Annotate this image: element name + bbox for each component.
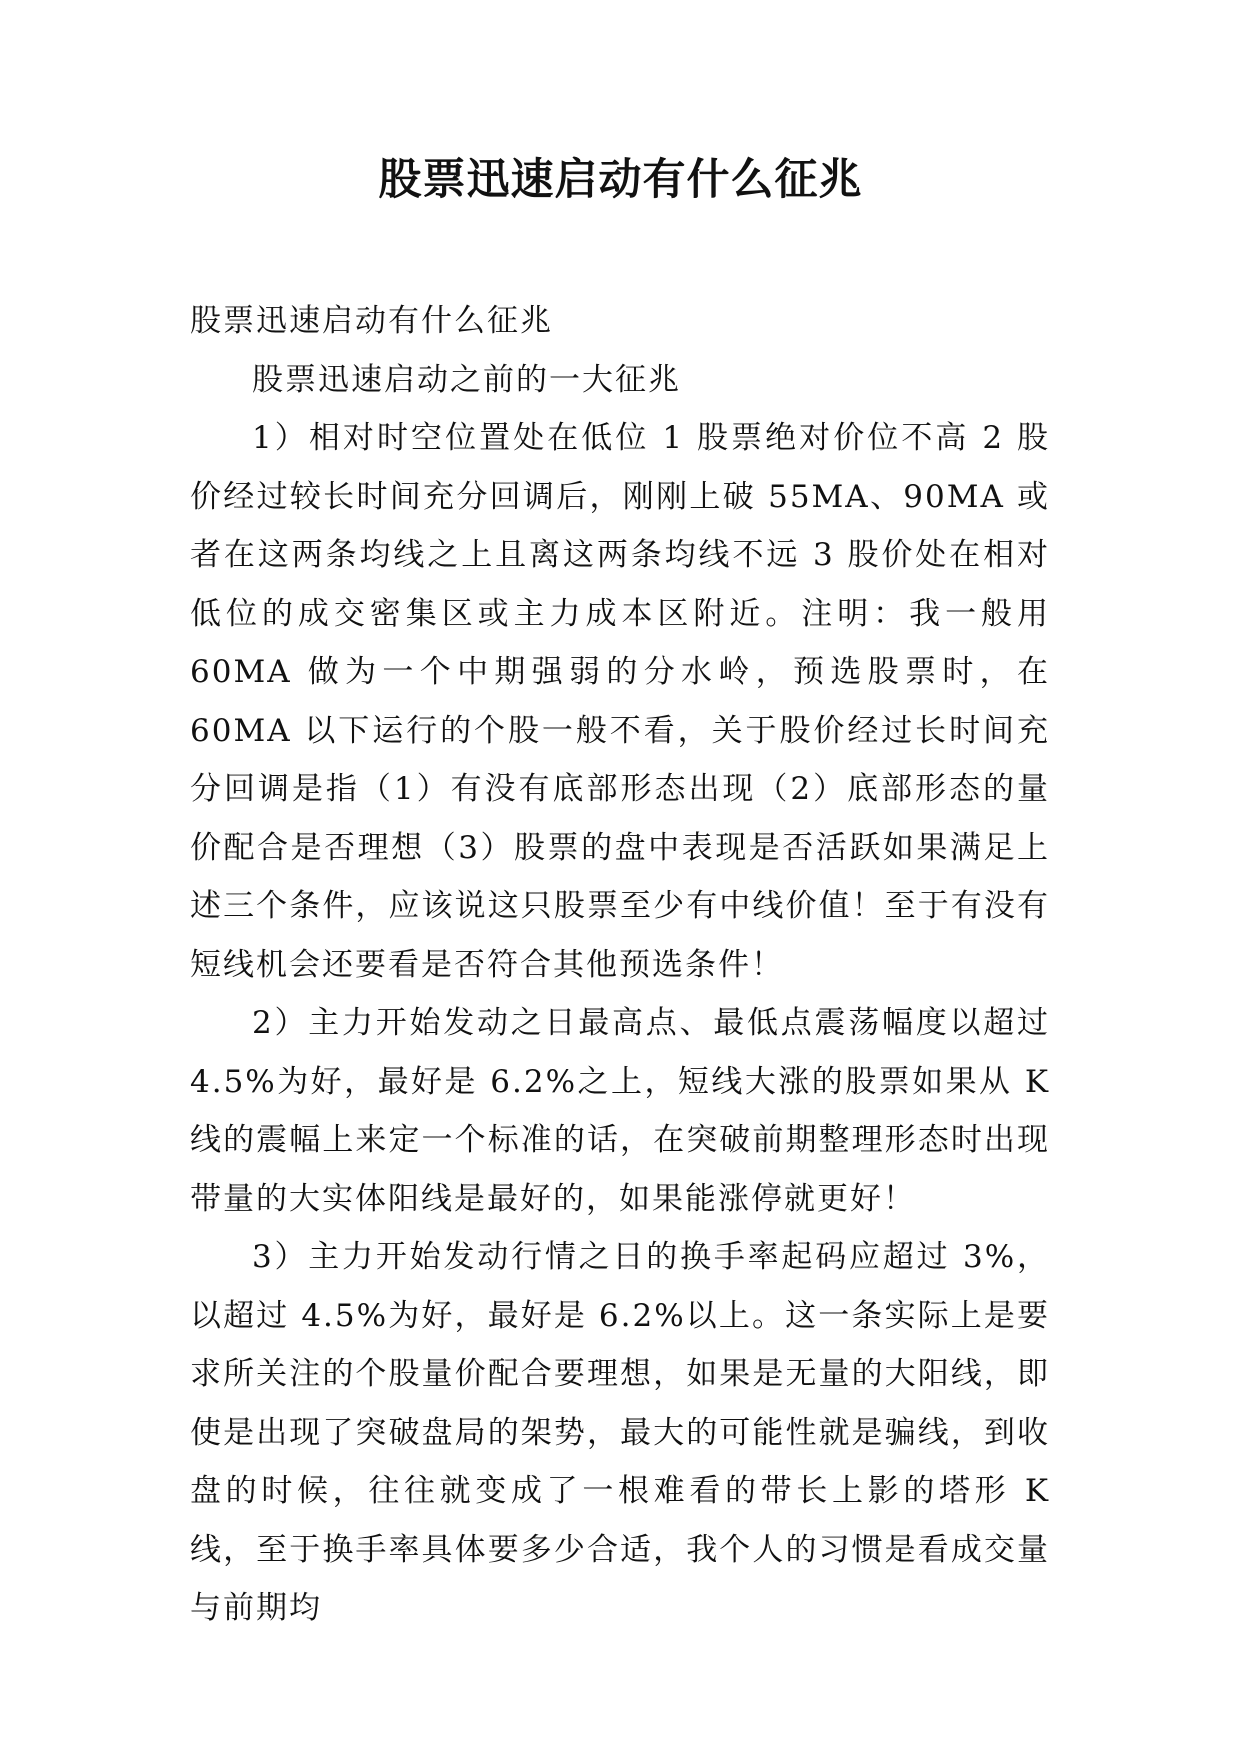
- document-subtitle: 股票迅速启动有什么征兆: [190, 303, 553, 339]
- paragraph-point-3: 3）主力开始发动行情之日的换手率起码应超过 3%，以超过 4.5%为好，最好是 6.2%以上。这一条实际上是要求所关注的个股量价配合要理想，如果是无量的大阳线，即使是出现了突破盘局的架势，最大的可能性就是骗线，到收盘的时候，往往就变成了一根难看的带长上影的塔形 K 线，至于换手率具体要多少合适，我个人的习惯是看成交量与前期均: [190, 1239, 1050, 1626]
- paragraph-point-2: 2）主力开始发动之日最高点、最低点震荡幅度以超过 4.5%为好，最好是 6.2%之上，短线大涨的股票如果从 K 线的震幅上来定一个标准的话，在突破前期整理形态时出现带量的大实体阳线是最好的，如果能涨停就更好！: [190, 1005, 1050, 1217]
- document-body: [190, 292, 1050, 1638]
- document-title: 股票迅速启动有什么征兆: [378, 155, 863, 205]
- paragraph-section-heading: 股票迅速启动之前的一大征兆: [252, 361, 681, 398]
- paragraph-point-1: 1）相对时空位置处在低位 1 股票绝对价位不高 2 股价经过较长时间充分回调后，刚刚上破 55MA、90MA 或者在这两条均线之上且离这两条均线不远 3 股价处在相对低位的成交密集区或主力成本区附近。注明：我一般用 60MA 做为一个中期强弱的分水岭，预选股票时，在 60MA 以下运行的个股一般不看，关于股价经过长时间充分回调是指（1）有没有底部形态出现（2）底部形态的量价配合是否理想（3）股票的盘中表现是否活跃如果满足上述三个条件，应该说这只股票至少有中线价值！至于有没有短线机会还要看是否符合其他预选条件！: [190, 420, 1050, 983]
